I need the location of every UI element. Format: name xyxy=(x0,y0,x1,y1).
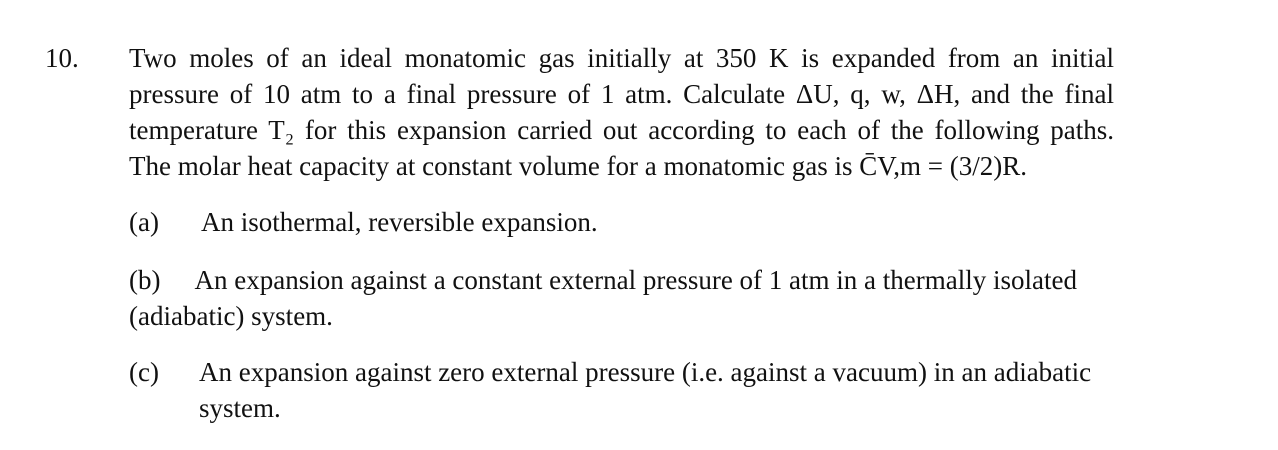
question-stem xyxy=(129,40,1114,184)
part-c-text: An expansion against zero external pressure (i.e. against a vacuum) in an adiabatic xyxy=(199,357,1092,387)
question-number: 10. xyxy=(45,43,79,73)
part-b-label: (b) xyxy=(129,265,161,295)
part-b xyxy=(129,262,1119,334)
part-b-text: An expansion against a constant external pressure of 1 atm in a thermally isolated xyxy=(194,265,1077,295)
part-c-text-continued: system. xyxy=(199,393,281,423)
stem-line-4: The molar heat capacity at constant volume for a monatomic gas is C̄V,m = (3/2)R. xyxy=(129,151,1028,181)
stem-line-1: Two moles of an ideal monatomic gas initially at 350 K is expanded from an initial xyxy=(129,43,1114,73)
part-a-text: An isothermal, reversible expansion. xyxy=(201,207,598,237)
part-a-label: (a) xyxy=(129,207,159,237)
part-b-text-continued: (adiabatic) system. xyxy=(129,301,333,331)
part-c-label: (c) xyxy=(129,357,159,387)
stem-line-3: temperature T₂ for this expansion carried out according to each of the following paths. xyxy=(129,115,1114,145)
stem-line-2: pressure of 10 atm to a final pressure of 1 atm. Calculate ΔU, q, w, ΔH, and the final xyxy=(129,79,1114,109)
